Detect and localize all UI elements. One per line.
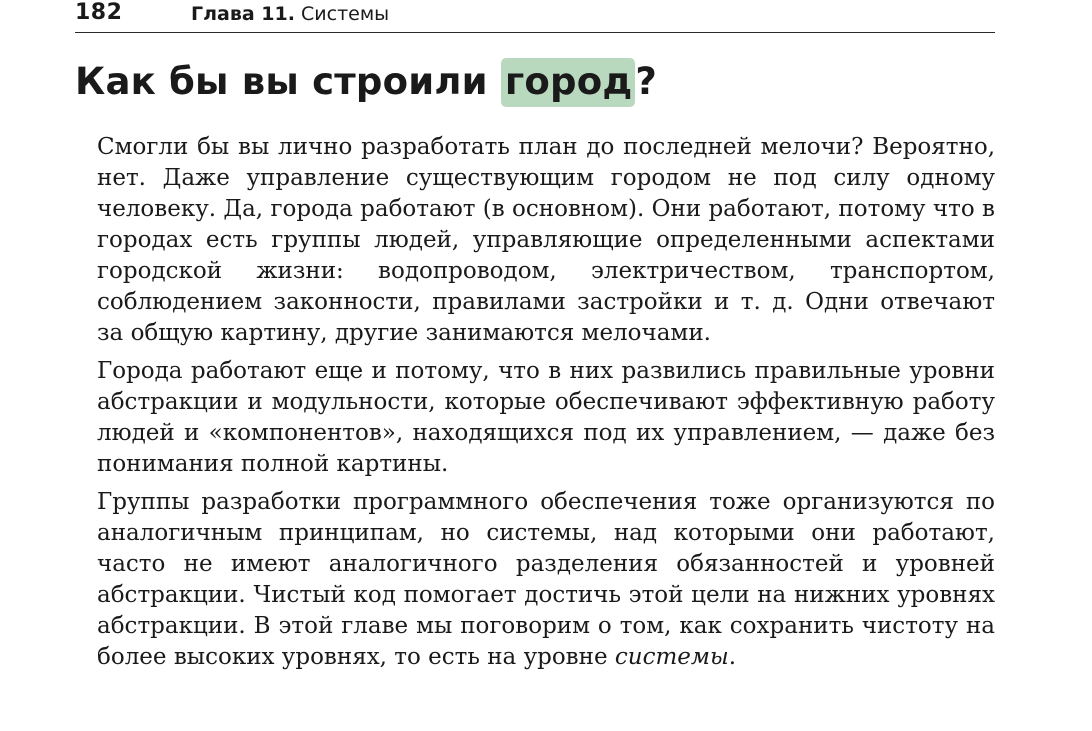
emphasis-word: системы	[614, 644, 729, 670]
running-header	[75, 0, 995, 33]
chapter-heading	[191, 3, 389, 25]
section-title-text: Как бы вы строили	[75, 60, 501, 103]
paragraph-1: Смогли бы вы лично разработать план до последней мелочи? Вероятно, нет. Даже управление существующим городом не под силу одному человеку. Да, города работают (в основном). Они работают, потому что в городах есть группы людей, управляющие определенными аспектами городской жизни: водопроводом, электричеством, транспортом, соблюдением законности, правилами застройки и т. д. Одни отвечают за общую картину, другие занимаются мелочами.	[97, 134, 995, 346]
chapter-label: Глава 11.	[191, 3, 295, 25]
chapter-title: Системы	[301, 3, 390, 25]
page-number: 182	[75, 0, 123, 25]
body-text	[97, 132, 995, 680]
paragraph-3-end: .	[728, 644, 737, 670]
paragraph-2: Города работают еще и потому, что в них развились правильные уровни абстракции и модульности, которые обеспечивают эффективную работу людей и «компонентов», находящихся под их управлением, — даже без понимания полной картины.	[97, 358, 995, 477]
paragraph-3	[97, 487, 995, 673]
section-title-punctuation: ?	[635, 60, 658, 103]
paragraph-3-text: Группы разработки программного обеспечения тоже организуются по аналогичным принципам, но системы, над которыми они работают, часто не имеют аналогичного разделения обязанностей и уровней абстракции. Чистый код помогает достичь этой цели на нижних уровнях абстракции. В этой главе мы поговорим о том, как сохранить чистоту на более высоких уровнях, то есть на уровне	[97, 489, 995, 670]
highlighted-word[interactable]: город	[501, 58, 636, 107]
section-title	[75, 60, 657, 103]
